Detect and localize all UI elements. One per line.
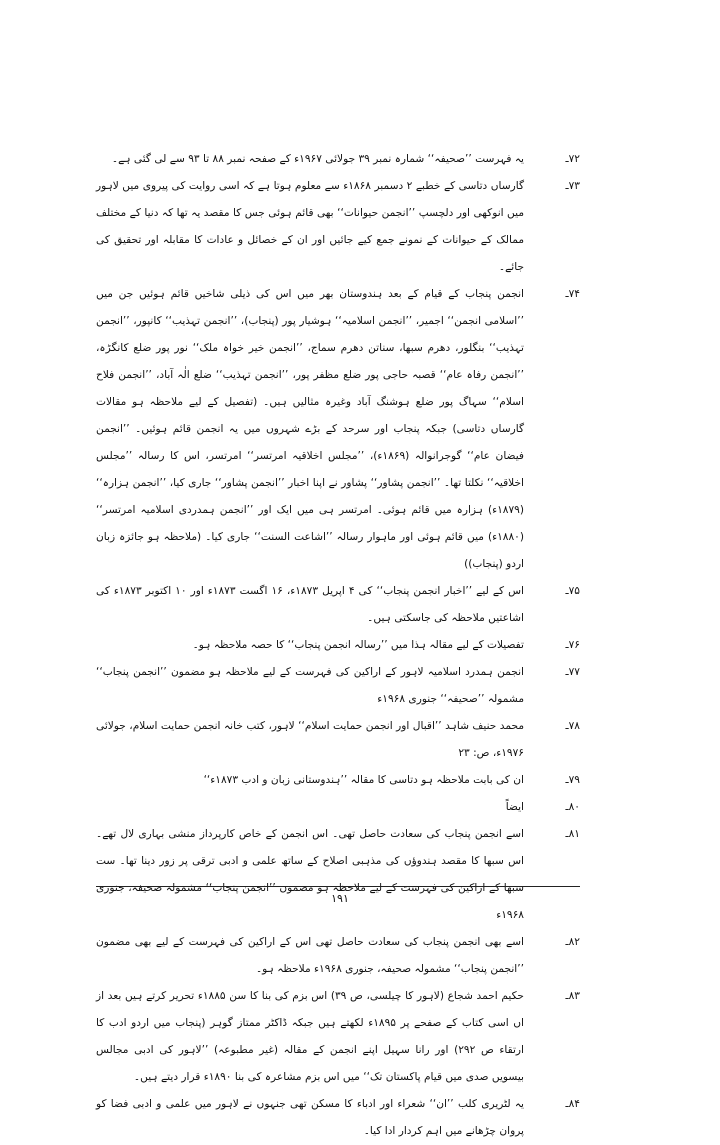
endnote-text: ان کی بابت ملاحظہ ہو دتاسی کا مقالہ ’’ہندوستانی زبان و ادب ۱۸۷۳ء‘‘ <box>203 774 524 786</box>
endnotes-list <box>96 146 580 1145</box>
endnote-text: گارساں دتاسی کے خطبے ۲ دسمبر ۱۸۶۸ء سے معلوم ہوتا ہے کہ اسی روایت کی پیروی میں لاہور میں انوکھی اور دلچسپ ’’انجمن حیوانات‘‘ بھی قائم ہوئی جس کا مقصد یہ تھا کہ دنیا کے مختلف ممالک کے حیوانات کے نمونے جمع کیے جائیں اور ان کے خصائل و عادات کا مقابلہ اور تحقیق کی جائے۔ <box>96 180 524 273</box>
page-number: ۱۹۱ <box>331 892 349 905</box>
endnote-number: ۸۰ـ <box>565 801 580 813</box>
endnote-text: انجمن پنجاب کے قیام کے بعد ہندوستان بھر میں اس کی ذیلی شاخیں قائم ہوئیں جن میں ’’اسلامی انجمن‘‘ اجمیر، ’’انجمن اسلامیہ‘‘ ہوشیار پور (پنجاب)، ’’انجمن تہذیب‘‘ کانپور، ’’انجمن تہذیب‘‘ بنگلور، دھرم سبھا، سناتن دھرم سماج، ’’انجمن خیر خواہ ملک‘‘ نور پور ضلع کانگڑہ، ’’انجمن رفاہ عام‘‘ قصبہ حاجی پور ضلع مظفر پور، ’’انجمن تہذیب‘‘ ضلع الٰہ آباد، ’’انجمن فلاح اسلام‘‘ سہاگ پور ضلع ہوشنگ آباد وغیرہ مثالیں ہیں۔ (تفصیل کے لیے ملاحظہ ہو مقالات گارساں دتاسی) جبکہ پنجاب اور سرحد کے بڑے شہروں میں یہ انجمن قائم ہوئیں۔ ’’انجمن فیضان عام‘‘ گوجرانوالہ (۱۸۶۹ء)، ’’مجلس اخلاقیہ امرتسر‘‘ امرتسر، اس کا رسالہ ’’مجلس اخلاقیہ‘‘ نکلتا تھا۔ ’’انجمن پشاور‘‘ پشاور نے اپنا اخبار ’’انجمن پشاور‘‘ جاری کیا، ’’انجمن ہزارہ‘‘ (۱۸۷۹ء) ہزارہ میں قائم ہوئی۔ امرتسر ہی میں ایک اور ’’انجمن ہمدردی اسلامیہ امرتسر‘‘ (۱۸۸۰ء) میں قائم ہوئی اور ماہوار رسالہ ’’اشاعت السنت‘‘ جاری کیا۔ (ملاحظہ ہو جائزہ زبان اردو (پنجاب)) <box>96 288 524 570</box>
endnote-number: ۸۲ـ <box>565 936 580 948</box>
endnote-number: ۸۱ـ <box>565 828 580 840</box>
endnote-79 <box>96 767 580 794</box>
endnote-text: انجمن ہمدرد اسلامیہ لاہور کے اراکین کی فہرست کے لیے ملاحظہ ہو مضمون ’’انجمن پنجاب‘‘ مشمولہ ’’صحیفہ‘‘ جنوری ۱۹۶۸ء <box>96 666 524 705</box>
endnote-83 <box>96 983 580 1091</box>
endnote-number: ۸۳ـ <box>565 990 580 1002</box>
endnote-number: ۷۲ـ <box>565 153 580 165</box>
endnote-number: ۷۸ـ <box>565 720 580 732</box>
endnote-81 <box>96 821 580 929</box>
endnote-73 <box>96 173 580 281</box>
endnote-text: یہ فہرست ’’صحیفہ‘‘ شمارہ نمبر ۳۹ جولائی ۱۹۶۷ء کے صفحہ نمبر ۸۸ تا ۹۳ سے لی گئی ہے۔ <box>111 153 524 165</box>
endnote-72 <box>96 146 580 173</box>
endnote-82 <box>96 929 580 983</box>
endnote-number: ۷۶ـ <box>565 639 580 651</box>
endnote-text: ایضاً <box>505 801 524 813</box>
endnote-78 <box>96 713 580 767</box>
endnote-80 <box>96 794 580 821</box>
endnote-84 <box>96 1091 580 1145</box>
endnote-text: محمد حنیف شاہد ’’اقبال اور انجمن حمایت اسلام‘‘ لاہور، کتب خانہ انجمن حمایت اسلام، جولائی ۱۹۷۶ء، ص: ۲۳ <box>96 720 524 759</box>
endnote-74 <box>96 281 580 578</box>
endnote-text: یہ لٹریری کلب ’’ان‘‘ شعراء اور ادباء کا مسکن تھی جنہوں نے لاہور میں علمی و ادبی فضا کو پروان چڑھانے میں اہم کردار ادا کیا۔ <box>96 1098 524 1137</box>
endnote-75 <box>96 578 580 632</box>
endnote-text: اسے انجمن پنجاب کی سعادت حاصل تھی۔ اس انجمن کے خاص کارپرداز منشی بہاری لال تھے۔ اس سبھا کا مقصد ہندوؤں کی مذہبی اصلاح کے ساتھ علمی و ادبی ترقی پر زور دینا تھا۔ ست سبھا کے اراکین کی فہرست کے لیے ملاحظہ ہو مضمون ’’انجمن پنجاب‘‘ مشمولہ صحیفہ، جنوری ۱۹۶۸ء <box>96 828 524 921</box>
endnote-76 <box>96 632 580 659</box>
endnote-number: ۷۵ـ <box>565 585 580 597</box>
footer-rule <box>96 886 580 887</box>
endnote-number: ۸۴ـ <box>565 1098 580 1110</box>
endnote-text: حکیم احمد شجاع (لاہور کا چیلسی، ص ۳۹) اس بزم کی بنا کا سن ۱۸۸۵ء تحریر کرتے ہیں بعد از اں اسی کتاب کے صفحے پر ۱۸۹۵ء لکھتے ہیں جبکہ ڈاکٹر ممتاز گوہر (پنجاب میں اردو ادب کا ارتقاء ص ۲۹۲) اور رانا سہیل اپنے انجمن کے مقالہ (غیر مطبوعہ) ’’لاہور کی ادبی مجالس بیسویں صدی میں قیام پاکستان تک‘‘ میں اس بزم مشاعرہ کی بنا ۱۸۹۰ء قرار دیتے ہیں۔ <box>96 990 524 1083</box>
endnote-text: تفصیلات کے لیے مقالہ ہذا میں ’’رسالہ انجمن پنجاب‘‘ کا حصہ ملاحظہ ہو۔ <box>192 639 524 651</box>
endnote-text: اسے بھی انجمن پنجاب کی سعادت حاصل تھی اس کے اراکین کی فہرست کے لیے بھی مضمون ’’انجمن پنجاب‘‘ مشمولہ صحیفہ، جنوری ۱۹۶۸ء ملاحظہ ہو۔ <box>96 936 524 975</box>
endnote-number: ۷۹ـ <box>565 774 580 786</box>
endnote-number: ۷۷ـ <box>565 666 580 678</box>
endnote-number: ۷۳ـ <box>565 180 580 192</box>
endnote-text: اس کے لیے ’’اخبار انجمن پنجاب‘‘ کی ۴ اپریل ۱۸۷۳ء، ۱۶ اگست ۱۸۷۳ء اور ۱۰ اکتوبر ۱۸۷۳ء کی اشاعتیں ملاحظہ کی جاسکتی ہیں۔ <box>96 585 524 624</box>
endnote-77 <box>96 659 580 713</box>
endnote-number: ۷۴ـ <box>565 288 580 300</box>
